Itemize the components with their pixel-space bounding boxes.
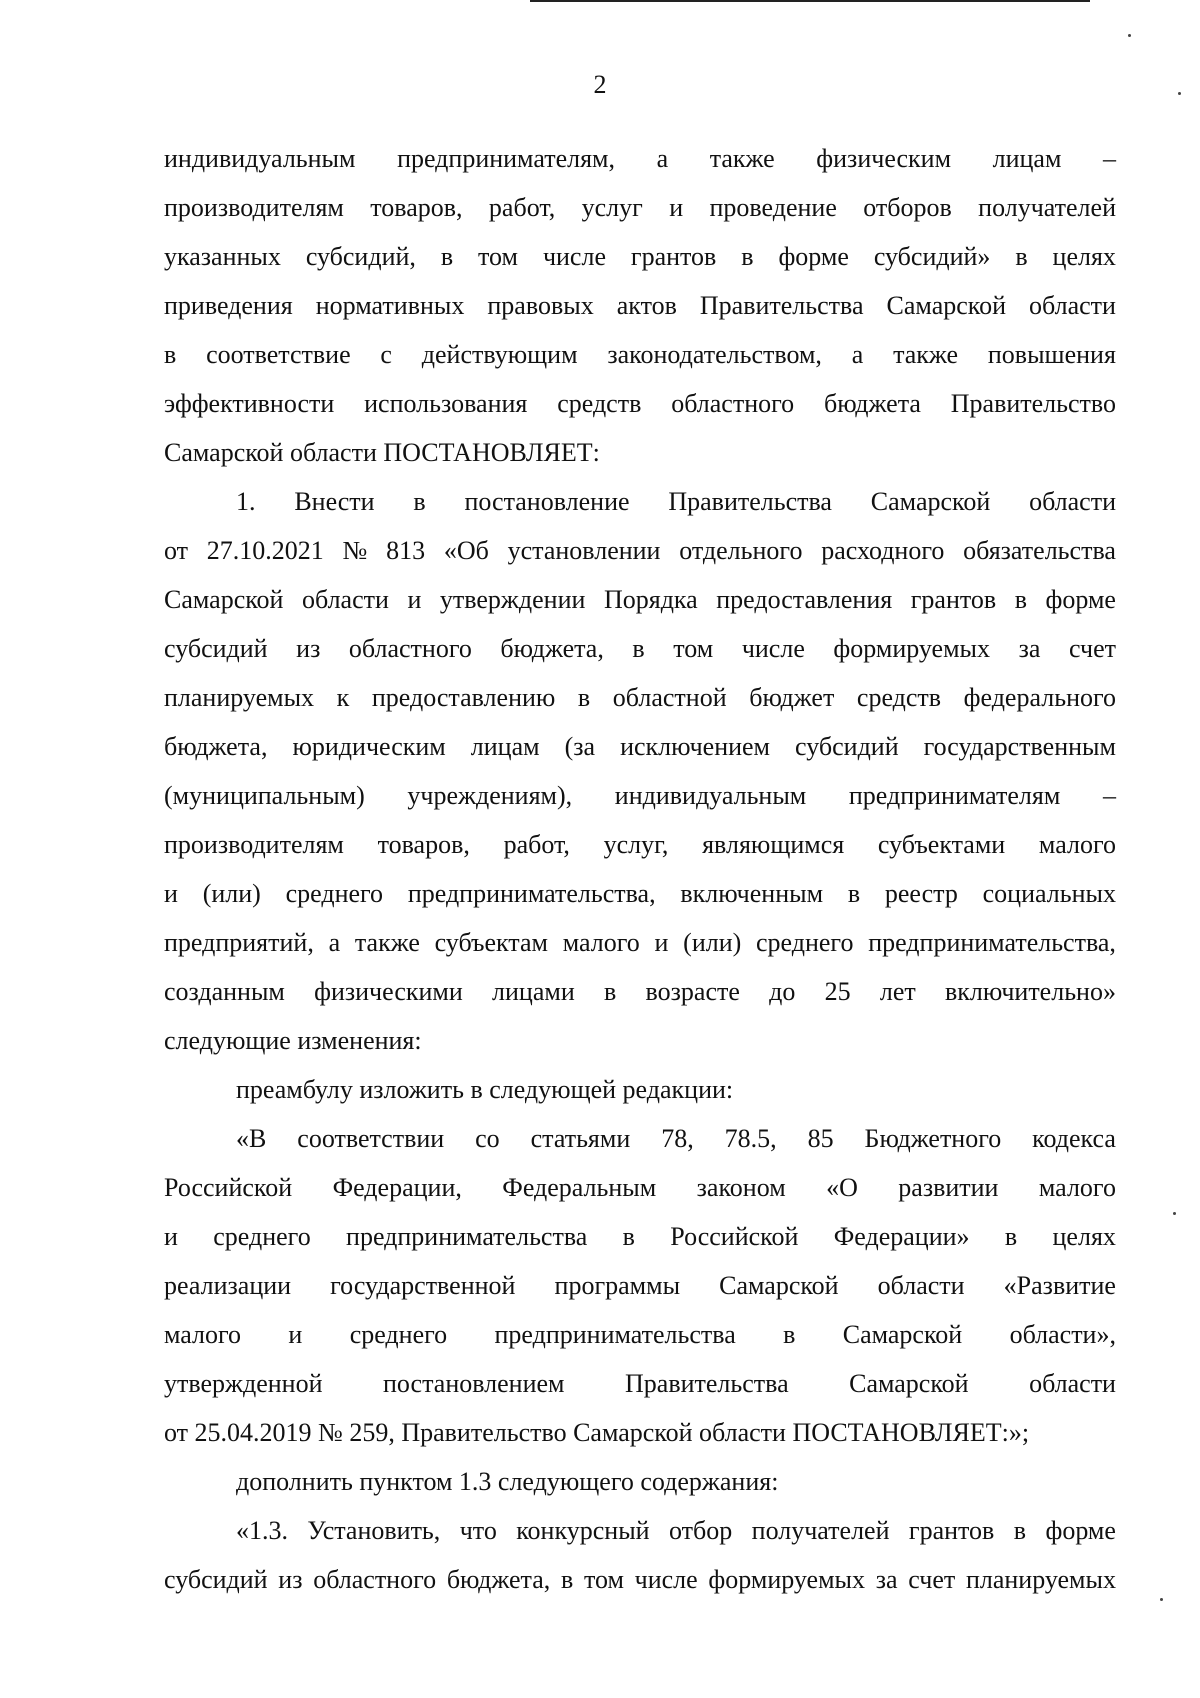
text-word: (или) <box>202 879 261 908</box>
text-word: правовых <box>487 291 594 320</box>
text-word: физическими <box>314 977 463 1006</box>
text-word: Российской <box>670 1222 799 1251</box>
text-word: Правительства <box>625 1369 789 1398</box>
text-word: грантов <box>910 585 997 614</box>
text-line <box>164 1114 1116 1163</box>
text-word: Бюджетного <box>864 1124 1002 1153</box>
text-word: областного <box>348 634 472 663</box>
text-line <box>164 232 1116 281</box>
text-word: действующим <box>421 340 578 369</box>
text-word: Российской <box>164 1173 293 1202</box>
text-word: Самарской <box>164 585 284 614</box>
text-word: том <box>478 242 519 271</box>
text-word: также <box>893 340 959 369</box>
text-word: бюджета, <box>446 1565 551 1594</box>
text-word: соответствие <box>206 340 351 369</box>
text-word: и <box>164 1222 178 1251</box>
text-word: в <box>1004 1222 1018 1251</box>
text-word: государственным <box>923 732 1116 761</box>
text-word: работ, <box>488 193 556 222</box>
text-word: из <box>296 634 321 663</box>
text-word: том <box>583 1565 624 1594</box>
text-word: Самарской <box>870 487 991 516</box>
text-word: Самарской <box>849 1369 969 1398</box>
text-line <box>164 134 1116 183</box>
text-line <box>164 771 1116 820</box>
text-word: формируемых <box>708 1565 866 1594</box>
text-word: государственной <box>330 1271 516 1300</box>
text-word: товаров, <box>370 193 463 222</box>
text-word: и <box>669 193 684 222</box>
text-word: области <box>302 585 389 614</box>
text-word: областной <box>612 683 727 712</box>
text-word: среднего <box>349 1320 448 1349</box>
text-word: отборов <box>863 193 952 222</box>
text-word: среднего <box>285 879 384 908</box>
text-line <box>164 869 1116 918</box>
text-word: Федеральным <box>502 1173 657 1202</box>
text-word: грантов <box>630 242 717 271</box>
text-word: что <box>459 1516 497 1545</box>
text-word: развитии <box>898 1173 999 1202</box>
text-word: Правительства <box>668 487 832 516</box>
text-word: и <box>654 928 669 957</box>
text-word: «Об <box>443 536 489 565</box>
text-word: малого <box>164 1320 242 1349</box>
text-word: предпринимательства, <box>407 879 656 908</box>
text-word: средств <box>856 683 942 712</box>
text-word: форме <box>778 242 849 271</box>
text-word: субъектам <box>434 928 548 957</box>
text-word: 78, <box>661 1124 694 1153</box>
text-word: социальных <box>982 879 1116 908</box>
text-word: 85 <box>807 1124 834 1153</box>
text-word: предпринимателям, <box>397 144 615 173</box>
scan-speck <box>1173 1212 1176 1215</box>
text-word: постановлением <box>383 1369 565 1398</box>
text-word: лицам <box>992 144 1062 173</box>
text-word: 78.5, <box>724 1124 777 1153</box>
text-word: включительно» <box>945 977 1116 1006</box>
text-word: и <box>407 585 422 614</box>
text-word: получателей <box>978 193 1116 222</box>
text-word: работ, <box>503 830 570 859</box>
text-word: в <box>1014 585 1027 614</box>
text-line <box>164 1457 1116 1506</box>
text-word: в <box>440 242 454 271</box>
text-word: Правительства <box>699 291 864 320</box>
text-line <box>164 820 1116 869</box>
text-word: малого <box>562 928 640 957</box>
text-word: счет <box>1068 634 1116 663</box>
scan-speck <box>1160 1598 1163 1601</box>
text-line <box>164 1506 1116 1555</box>
text-word: Самарской <box>886 291 1007 320</box>
text-line <box>164 1212 1116 1261</box>
text-line-content: Самарской области ПОСТАНОВЛЯЕТ: <box>164 438 600 467</box>
text-word: утверждении <box>439 585 586 614</box>
text-word: бюджета, <box>164 732 268 761</box>
text-line <box>164 722 1116 771</box>
text-word: производителям <box>164 830 344 859</box>
text-word: бюджет <box>749 683 835 712</box>
text-word: области <box>877 1271 965 1300</box>
text-line-content: преамбулу изложить в следующей редакции: <box>236 1075 734 1104</box>
top-scan-rule <box>530 0 1090 2</box>
text-word: (или) <box>683 928 742 957</box>
text-line <box>164 673 1116 722</box>
text-word: планируемых <box>164 683 315 712</box>
text-line <box>164 526 1116 575</box>
text-word: форме <box>1045 585 1116 614</box>
text-word: 27.10.2021 <box>206 536 324 565</box>
text-word: в <box>560 1565 574 1594</box>
text-word: том <box>673 634 714 663</box>
text-word: в <box>1013 1516 1027 1545</box>
text-word: предпринимательства <box>494 1320 736 1349</box>
text-word: форме <box>1045 1516 1116 1545</box>
text-word: «О <box>826 1173 858 1202</box>
text-word: Установить, <box>307 1516 441 1545</box>
text-word: а <box>851 340 864 369</box>
text-word: физическим <box>816 144 952 173</box>
text-word: № <box>342 536 368 565</box>
text-word: статьями <box>530 1124 631 1153</box>
text-word: учреждениям), <box>407 781 573 810</box>
text-line <box>164 918 1116 967</box>
text-word: предприятий, <box>164 928 314 957</box>
text-word: к <box>336 683 350 712</box>
text-word: в <box>604 977 617 1006</box>
text-word: области <box>1029 487 1116 516</box>
text-word: в <box>783 1320 796 1349</box>
text-word: за <box>1018 634 1041 663</box>
text-word: программы <box>554 1271 681 1300</box>
text-word: 25 <box>824 977 851 1006</box>
text-word: (муниципальным) <box>164 781 365 810</box>
text-word: и <box>288 1320 303 1349</box>
text-word: эффективности <box>164 389 335 418</box>
text-word: приведения <box>164 291 293 320</box>
text-word: реализации <box>164 1271 292 1300</box>
text-word: законом <box>696 1173 786 1202</box>
text-line <box>164 1016 1116 1065</box>
text-word: Порядка <box>603 585 698 614</box>
text-word: от <box>164 536 189 565</box>
text-word: включенным <box>680 879 824 908</box>
text-word: малого <box>1038 1173 1116 1202</box>
text-word: бюджета, <box>500 634 604 663</box>
text-word: целях <box>1052 1222 1116 1251</box>
text-line <box>164 281 1116 330</box>
text-line-content: следующие изменения: <box>164 1026 422 1055</box>
text-word: предоставления <box>716 585 893 614</box>
text-word: кодекса <box>1032 1124 1116 1153</box>
text-word: в <box>1015 242 1028 271</box>
text-word: отдельного <box>679 536 803 565</box>
text-word: со <box>475 1124 500 1153</box>
text-word: а <box>328 928 341 957</box>
text-line <box>164 575 1116 624</box>
text-word: актов <box>616 291 677 320</box>
text-word: лицами <box>492 977 575 1006</box>
text-word: юридическим <box>292 732 446 761</box>
text-word: «Развитие <box>1003 1271 1116 1300</box>
text-word: среднего <box>213 1222 311 1251</box>
text-word: расходного <box>821 536 945 565</box>
text-word: а <box>656 144 669 173</box>
text-word: числе <box>634 1565 698 1594</box>
text-word: повышения <box>987 340 1116 369</box>
text-word: за <box>875 1565 898 1594</box>
text-word: 813 <box>386 536 426 565</box>
text-word: созданным <box>164 977 285 1006</box>
text-word: субъектами <box>877 830 1006 859</box>
text-word: законодательством, <box>607 340 822 369</box>
text-word: бюджета <box>823 389 921 418</box>
text-line <box>164 1261 1116 1310</box>
text-word: формируемых <box>833 634 991 663</box>
text-word: – <box>1102 781 1116 810</box>
text-word: предпринимателям <box>848 781 1061 810</box>
text-word: производителям <box>164 193 344 222</box>
page-number: 2 <box>593 70 607 99</box>
text-word: (за <box>564 732 596 761</box>
text-word: грантов <box>908 1516 995 1545</box>
text-word: предоставлению <box>371 683 556 712</box>
text-word: субсидий <box>164 1565 268 1594</box>
text-word: областного <box>671 389 795 418</box>
text-word: планируемых <box>965 1565 1116 1594</box>
text-word: также <box>709 144 775 173</box>
text-word: среднего <box>756 928 854 957</box>
text-word: малого <box>1038 830 1116 859</box>
text-word: субсидий, <box>305 242 416 271</box>
text-line-content: дополнить пунктом 1.3 следующего содержания: <box>236 1467 779 1496</box>
text-word: использования <box>364 389 528 418</box>
text-line <box>164 967 1116 1016</box>
text-word: в <box>741 242 754 271</box>
text-line <box>164 379 1116 428</box>
text-line-content: от 25.04.2019 № 259, Правительство Самарской области ПОСТАНОВЛЯЕТ:»; <box>164 1418 1030 1447</box>
text-word: Внести <box>294 487 375 516</box>
text-word: области <box>1029 291 1116 320</box>
text-word: являющимся <box>702 830 845 859</box>
text-word: отбор <box>669 1516 733 1545</box>
text-word: «В <box>236 1124 267 1153</box>
text-word: конкурсный <box>516 1516 650 1545</box>
text-line <box>164 428 1116 477</box>
text-word: услуг <box>581 193 643 222</box>
text-word: нормативных <box>315 291 465 320</box>
text-word: в <box>622 1222 635 1251</box>
text-word: обязательства <box>963 536 1116 565</box>
text-word: услуг, <box>603 830 669 859</box>
text-word: установлении <box>507 536 661 565</box>
text-line <box>164 1408 1116 1457</box>
text-word: лицам <box>470 732 540 761</box>
text-word: в <box>632 634 645 663</box>
text-word: в <box>164 340 177 369</box>
text-line <box>164 1555 1116 1604</box>
text-word: также <box>354 928 420 957</box>
text-word: в <box>577 683 591 712</box>
text-line <box>164 624 1116 673</box>
text-word: субсидий <box>164 634 268 663</box>
text-word: Федерации» <box>833 1222 970 1251</box>
text-word: постановление <box>464 487 630 516</box>
text-word: указанных <box>164 242 281 271</box>
text-word: целях <box>1052 242 1116 271</box>
text-word: в <box>413 487 426 516</box>
text-word: с <box>380 340 392 369</box>
text-line <box>164 477 1116 526</box>
text-word: области», <box>1009 1320 1116 1349</box>
text-word: лет <box>879 977 916 1006</box>
text-word: товаров, <box>377 830 470 859</box>
text-word: соответствии <box>297 1124 445 1153</box>
text-line <box>164 1163 1116 1212</box>
text-word: до <box>769 977 796 1006</box>
text-word: исключением <box>620 732 771 761</box>
text-word: субсидий <box>795 732 899 761</box>
text-word: федерального <box>963 683 1116 712</box>
text-word: области <box>1029 1369 1116 1398</box>
text-line <box>164 1359 1116 1408</box>
text-word: в <box>847 879 861 908</box>
text-word: утвержденной <box>164 1369 323 1398</box>
text-word: и <box>164 879 178 908</box>
document-body <box>164 134 1116 1604</box>
text-word: индивидуальным <box>614 781 807 810</box>
text-word: индивидуальным <box>164 144 356 173</box>
text-word: Правительство <box>950 389 1116 418</box>
text-word: предпринимательства <box>346 1222 588 1251</box>
text-word: предпринимательства, <box>868 928 1116 957</box>
text-word: средств <box>557 389 642 418</box>
text-word: счет <box>908 1565 956 1594</box>
text-word: «1.3. <box>236 1516 288 1545</box>
text-word: проведение <box>709 193 837 222</box>
text-word: областного <box>313 1565 437 1594</box>
text-word: возрасте <box>645 977 740 1006</box>
text-word: субсидий» <box>873 242 991 271</box>
text-word: получателей <box>751 1516 890 1545</box>
scan-speck <box>1178 92 1181 95</box>
text-word: числе <box>542 242 606 271</box>
text-line <box>164 1065 1116 1114</box>
text-word: Самарской <box>719 1271 839 1300</box>
text-line <box>164 330 1116 379</box>
text-word: Федерации, <box>332 1173 462 1202</box>
text-word: из <box>278 1565 303 1594</box>
text-line <box>164 183 1116 232</box>
text-word: числе <box>741 634 805 663</box>
text-word: 1. <box>236 487 256 516</box>
text-word: Самарской <box>842 1320 963 1349</box>
text-line <box>164 1310 1116 1359</box>
scan-speck <box>1128 34 1131 37</box>
text-word: – <box>1103 144 1116 173</box>
text-word: реестр <box>884 879 958 908</box>
